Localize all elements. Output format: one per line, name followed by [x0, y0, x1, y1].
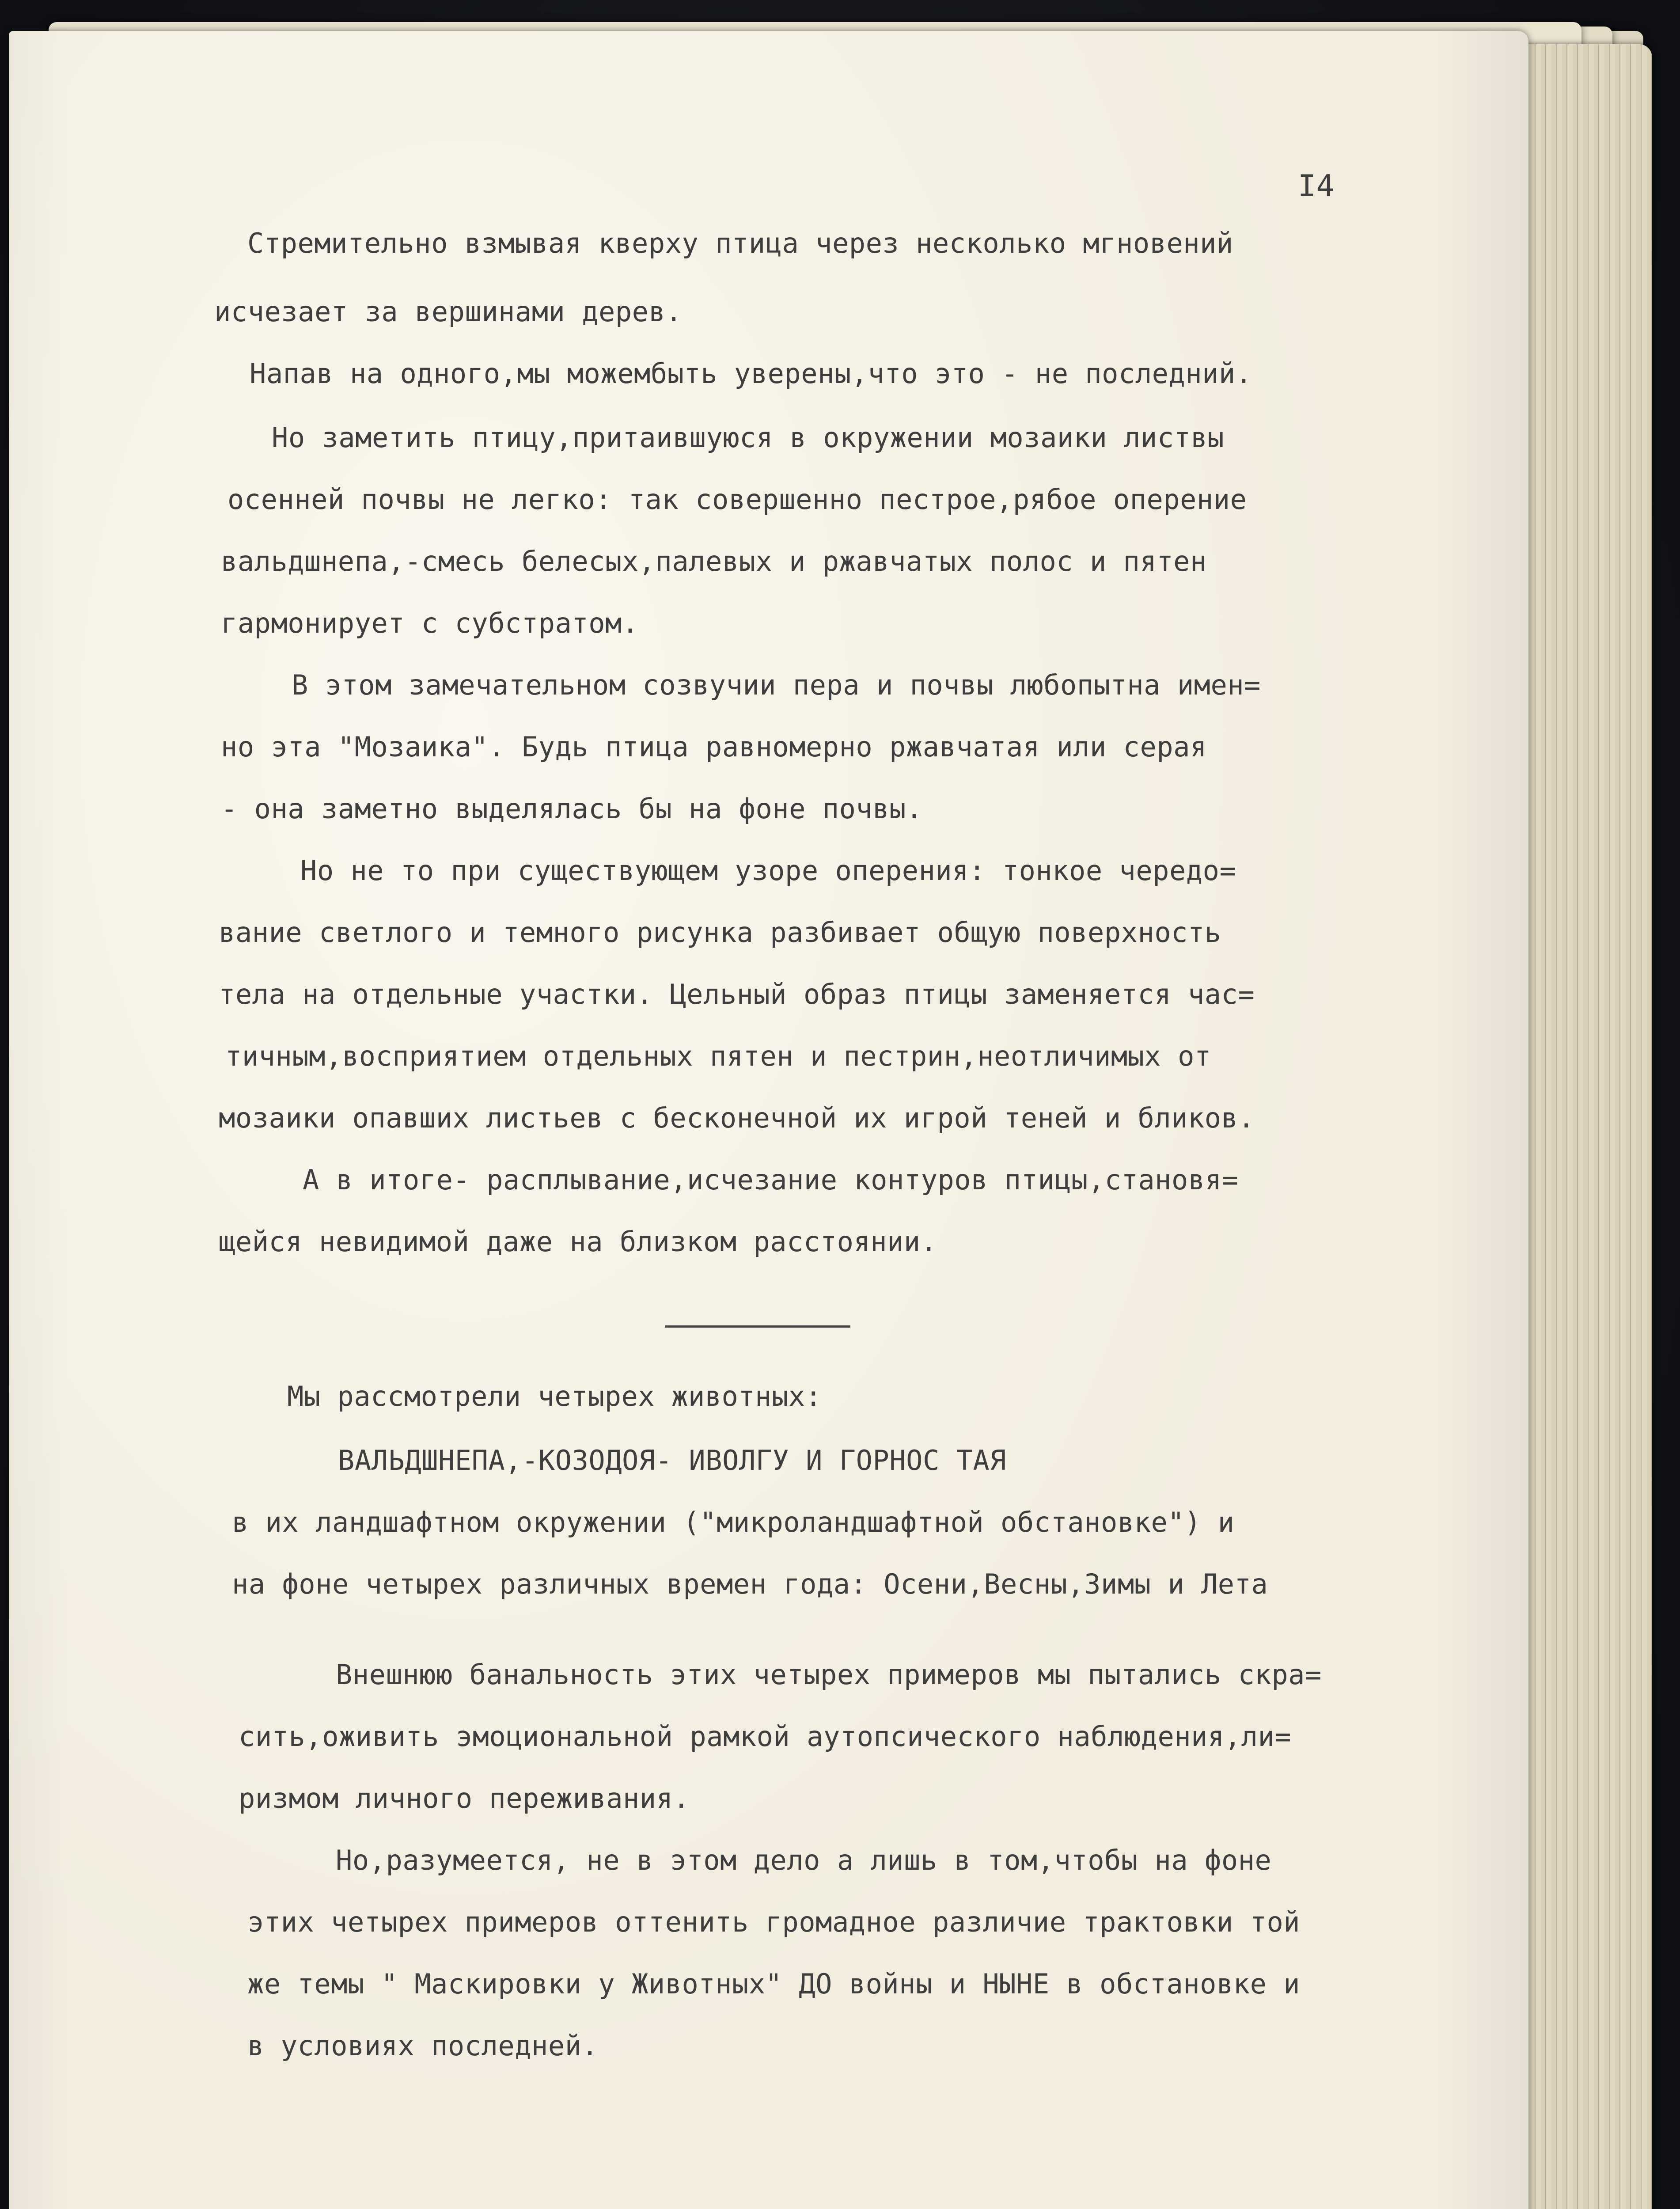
text-line: А в итоге- расплывание,исчезание контуров птицы,становя= [303, 1164, 1239, 1196]
text-line: Но не то при существующем узоре оперения: тонкое чередо= [300, 854, 1236, 887]
text-line: тичным,восприятием отдельных пятен и пестрин,неотличимых от [225, 1040, 1211, 1072]
text-line: гармонирует с субстратом. [221, 607, 639, 639]
text-line: на фоне четырех различных времен года: Осени,Весны,Зимы и Лета [232, 1568, 1268, 1600]
text-line: в условиях последней. [247, 2030, 599, 2062]
text-line: но эта "Мозаика". Будь птица равномерно ржавчатая или серая [221, 731, 1207, 763]
text-line: щейся невидимой даже на близком расстоянии. [219, 1226, 937, 1258]
text-line: ВАЛЬДШНЕПА,-КОЗОДОЯ- ИВОЛГУ И ГОРНОС ТАЯ [338, 1444, 1007, 1476]
text-line: Но,разумеется, не в этом дело а лишь в том,чтобы на фоне [336, 1844, 1272, 1876]
text-line: сить,оживить эмоциональной рамкой аутопсического наблюдения,ли= [239, 1720, 1292, 1753]
text-line: тела на отдельные участки. Цельный образ птицы заменяется час= [219, 978, 1255, 1010]
section-separator [665, 1325, 850, 1328]
text-line: Напав на одного,мы можембыть уверены,что это - не последний. [250, 357, 1252, 390]
typewritten-page [9, 31, 1528, 2209]
text-line: осенней почвы не легко: так совершенно пестрое,рябое оперение [228, 483, 1247, 516]
text-line: вание светлого и темного рисунка разбивает общую поверхность [219, 916, 1221, 949]
text-line: мозаики опавших листьев с бесконечной их игрой теней и бликов. [219, 1102, 1255, 1134]
text-line: исчезает за вершинами дерев. [214, 296, 683, 328]
text-line: же темы " Маскировки у Животных" ДО войны и НЫНЕ в обстановке и [247, 1968, 1301, 2000]
text-line: Но заметить птицу,притаившуюся в окружении мозаики листвы [272, 421, 1225, 454]
text-line: В этом замечательном созвучии пера и почвы любопытна имен= [292, 669, 1261, 701]
text-line: вальдшнепа,-смесь белесых,палевых и ржавчатых полос и пятен [221, 545, 1207, 577]
text-line: - она заметно выделялась бы на фоне почвы. [221, 793, 923, 825]
text-line: Мы рассмотрели четырех животных: [287, 1380, 822, 1412]
text-line: этих четырех примеров оттенить громадное различие трактовки той [247, 1906, 1301, 1938]
text-line: Стремительно взмывая кверху птица через несколько мгновений [247, 227, 1233, 259]
text-line: Внешнюю банальность этих четырех примеров мы пытались скра= [336, 1659, 1322, 1691]
text-line: в их ландшафтном окружении ("микроландшафтной обстановке") и [232, 1506, 1235, 1538]
page-stack-edges [1520, 44, 1652, 2209]
text-line: ризмом личного переживания. [239, 1782, 690, 1814]
page-number: I4 [1298, 169, 1335, 204]
